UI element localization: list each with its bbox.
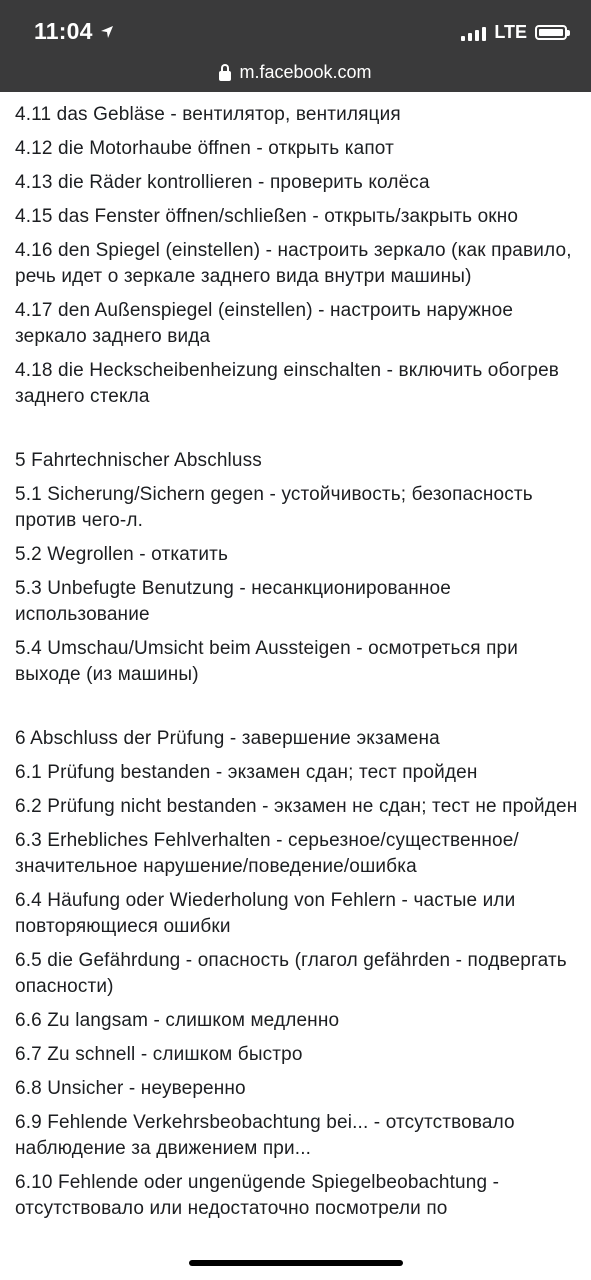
status-time [34,18,115,45]
lock-icon [219,71,231,81]
post-line: 4.13 die Räder kontrollieren - проверить колёса [15,172,430,193]
post-line: 6.5 die Gefährdung - опасность (глагол gefährden - подвергать опасности) [15,950,567,997]
post-line: 6.2 Prüfung nicht bestanden - экзамен не сдан; тест не пройден [15,796,578,817]
post-line: 4.17 den Außenspiegel (einstellen) - настроить наружное зеркало заднего вида [15,300,514,347]
section-heading: 5 Fahrtechnischer Abschluss [15,450,262,471]
post-line: 6.4 Häufung oder Wiederholung von Fehlern - частые или повторяющиеся ошибки [15,890,516,937]
home-indicator[interactable] [189,1260,403,1266]
post-line: 6.6 Zu langsam - слишком медленно [15,1010,340,1031]
post-line: 4.11 das Gebläse - вентилятор, вентиляция [15,104,401,125]
url-text: m.facebook.com [239,62,372,82]
post-line: 6.7 Zu schnell - слишком быстро [15,1044,303,1065]
post-line: 5.4 Umschau/Umsicht beim Aussteigen - осмотреться при выходе (из машины) [15,638,518,685]
post-content [15,102,581,1230]
address-bar[interactable] [0,62,591,83]
paragraph-gap [15,418,581,448]
post-line: 6.9 Fehlende Verkehrsbeobachtung bei... - отсутствовало наблюдение за движением при... [15,1112,515,1159]
post-line: 4.18 die Heckscheibenheizung einschalten - включить обогрев заднего стекла [15,360,560,407]
network-type: LTE [494,22,527,42]
post-line: 6.10 Fehlende oder ungenügende Spiegelbeobachtung - отсутствовало или недостаточно посмотрели по [15,1172,500,1219]
paragraph-gap [15,696,581,726]
post-line: 4.12 die Motorhaube öffnen - открыть капот [15,138,394,159]
post-line: 6.3 Erhebliches Fehlverhalten - серьезное/существенное/значительное нарушение/поведение/ошибка [15,830,519,877]
post-line: 5.3 Unbefugte Benutzung - несанкционированное использование [15,578,451,625]
status-indicators [461,22,567,43]
cellular-signal-icon [461,25,486,41]
browser-top-bar [0,0,591,92]
section-heading: 6 Abschluss der Prüfung - завершение экзамена [15,728,440,749]
post-line: 4.16 den Spiegel (einstellen) - настроить зеркало (как правило, речь идет о зеркале заднего вида внутри машины) [15,240,572,287]
post-line: 6.8 Unsicher - неуверенно [15,1078,246,1099]
post-line: 5.2 Wegrollen - откатить [15,544,229,565]
location-arrow-icon [99,24,115,40]
post-line: 4.15 das Fenster öffnen/schließen - открыть/закрыть окно [15,206,519,227]
status-time-text: 11:04 [34,18,93,44]
post-line: 5.1 Sicherung/Sichern gegen - устойчивость; безопасность против чего-л. [15,484,533,531]
post-line: 6.1 Prüfung bestanden - экзамен сдан; тест пройден [15,762,478,783]
battery-icon [535,25,567,40]
